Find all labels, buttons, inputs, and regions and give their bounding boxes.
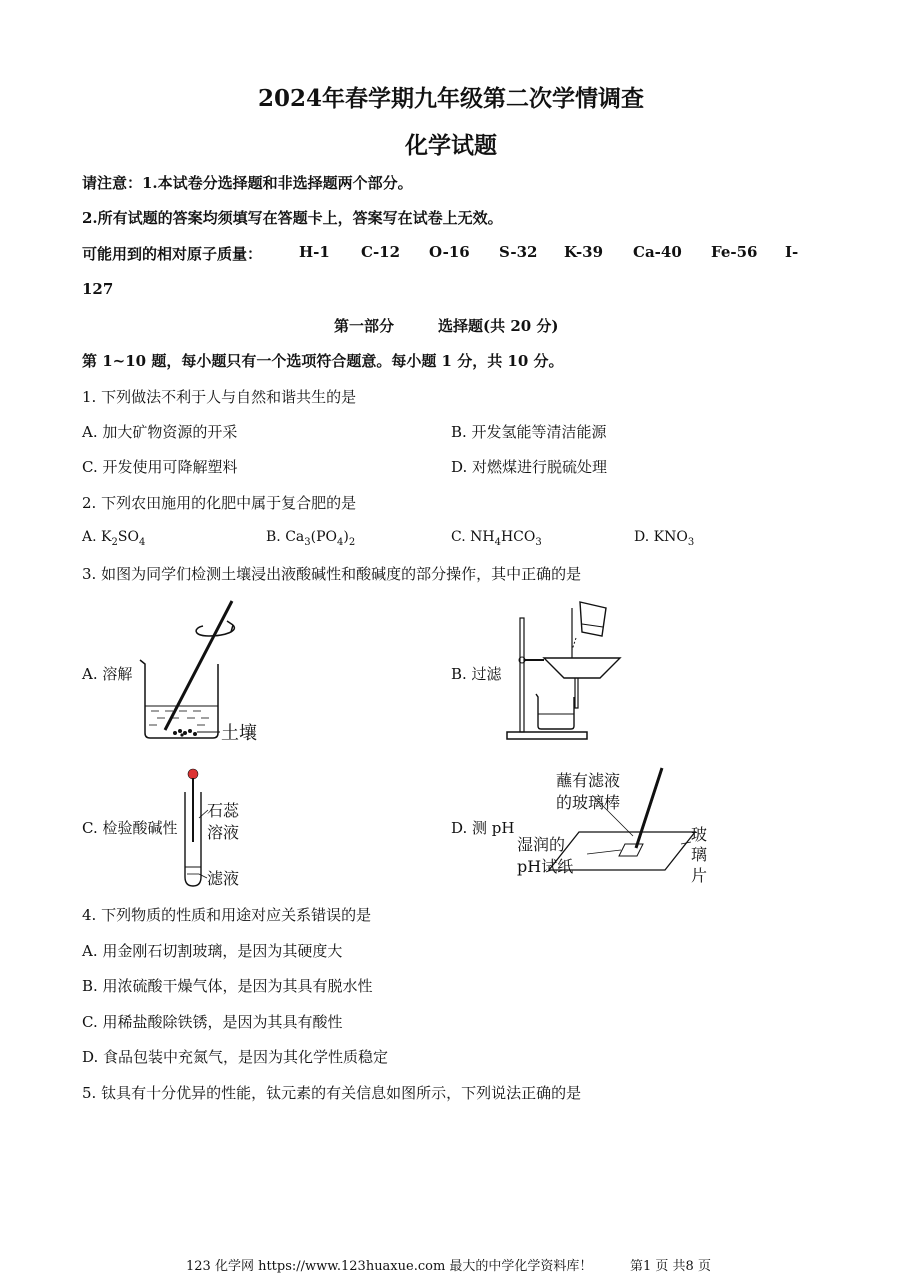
q1-option-a: A. 加大矿物资源的开采: [82, 423, 238, 441]
q4-option-d: D. 食品包装中充氮气，是因为其化学性质稳定: [82, 1048, 389, 1066]
q4-option-a: A. 用金刚石切割玻璃，是因为其硬度大: [82, 942, 343, 960]
figure-c-label-solution: 溶液: [207, 823, 240, 842]
figure-litmus: [180, 762, 260, 892]
figure-dissolve: [135, 598, 275, 748]
part1-heading-b: 选择题(共 20 分): [438, 317, 559, 335]
part1-heading-a: 第一部分: [334, 317, 395, 335]
atomic-mass-k: K-39: [564, 243, 604, 261]
figure-c-label-filtrate: 滤液: [207, 869, 240, 888]
q2-option-a: A. $K_2SO_4$: [82, 529, 146, 548]
atomic-mass-o: O-16: [429, 243, 470, 261]
notice-line-2: 2.所有试题的答案均须填写在答题卡上，答案写在试卷上无效。: [82, 209, 503, 227]
figure-d-label-7: 片: [691, 866, 708, 885]
atomic-mass-i-value: 127: [82, 280, 114, 298]
exam-title: 2024年春学期九年级第二次学情调查: [257, 85, 644, 112]
q3-option-a: A. 溶解: [82, 665, 133, 683]
figure-d-label-1: 蘸有滤液: [556, 771, 621, 790]
q3-stem: 3. 如图为同学们检测土壤浸出液酸碱性和酸碱度的部分操作，其中正确的是: [82, 565, 582, 583]
q2-option-c: C. $NH_4HCO_3$: [451, 529, 542, 548]
exam-subtitle: 化学试题: [405, 132, 497, 159]
footer-site: 123 化学网 https://www.123huaxue.com 最大的中学化学资料库！: [186, 1259, 593, 1274]
atomic-mass-i: I-: [785, 243, 799, 261]
q3-option-d: D. 测 pH: [451, 819, 515, 837]
footer-page-number: 第1 页 共8 页: [630, 1259, 711, 1274]
atomic-mass-c: C-12: [361, 243, 401, 261]
figure-ph-test: [515, 762, 725, 892]
q3-option-b: B. 过滤: [451, 665, 502, 683]
figure-d-label-2: 的玻璃棒: [556, 793, 621, 812]
q1-option-d: D. 对燃煤进行脱硫处理: [451, 458, 608, 476]
q1-option-b: B. 开发氢能等清洁能源: [451, 423, 607, 441]
figure-d-label-4: pH试纸: [517, 857, 574, 876]
figure-d-label-5: 玻: [691, 825, 708, 844]
atomic-mass-label: 可能用到的相对原子质量：: [82, 245, 263, 263]
q3-option-c: C. 检验酸碱性: [82, 819, 178, 837]
q1-option-c: C. 开发使用可降解塑料: [82, 458, 238, 476]
atomic-mass-ca: Ca-40: [633, 243, 682, 261]
atomic-mass-s: S-32: [499, 243, 538, 261]
atomic-mass-h: H-1: [299, 243, 330, 261]
figure-d-label-6: 璃: [691, 845, 708, 864]
q4-stem: 4. 下列物质的性质和用途对应关系错误的是: [82, 906, 372, 924]
q2-stem: 2. 下列农田施用的化肥中属于复合肥的是: [82, 494, 357, 512]
q4-option-c: C. 用稀盐酸除铁锈，是因为其具有酸性: [82, 1013, 343, 1031]
figure-d-label-3: 湿润的: [517, 835, 566, 854]
figure-filtration: [500, 598, 630, 748]
q4-option-b: B. 用浓硫酸干燥气体，是因为其具有脱水性: [82, 977, 373, 995]
notice-line-1: 请注意：1.本试卷分选择题和非选择题两个部分。: [82, 174, 413, 192]
q2-option-b: B. $Ca_3(PO_4)_2$: [266, 529, 356, 548]
q1-stem: 1. 下列做法不利于人与自然和谐共生的是: [82, 388, 357, 406]
atomic-mass-fe: Fe-56: [711, 243, 758, 261]
part1-instruction: 第 1~10 题，每小题只有一个选项符合题意。每小题 1 分，共 10 分。: [82, 352, 564, 370]
figure-a-soil-label: 土壤: [221, 723, 257, 744]
q5-stem: 5. 钛具有十分优异的性能，钛元素的有关信息如图所示，下列说法正确的是: [82, 1084, 582, 1102]
q2-option-d: D. $KNO_3$: [634, 529, 695, 548]
figure-c-label-litmus: 石蕊: [207, 801, 240, 820]
